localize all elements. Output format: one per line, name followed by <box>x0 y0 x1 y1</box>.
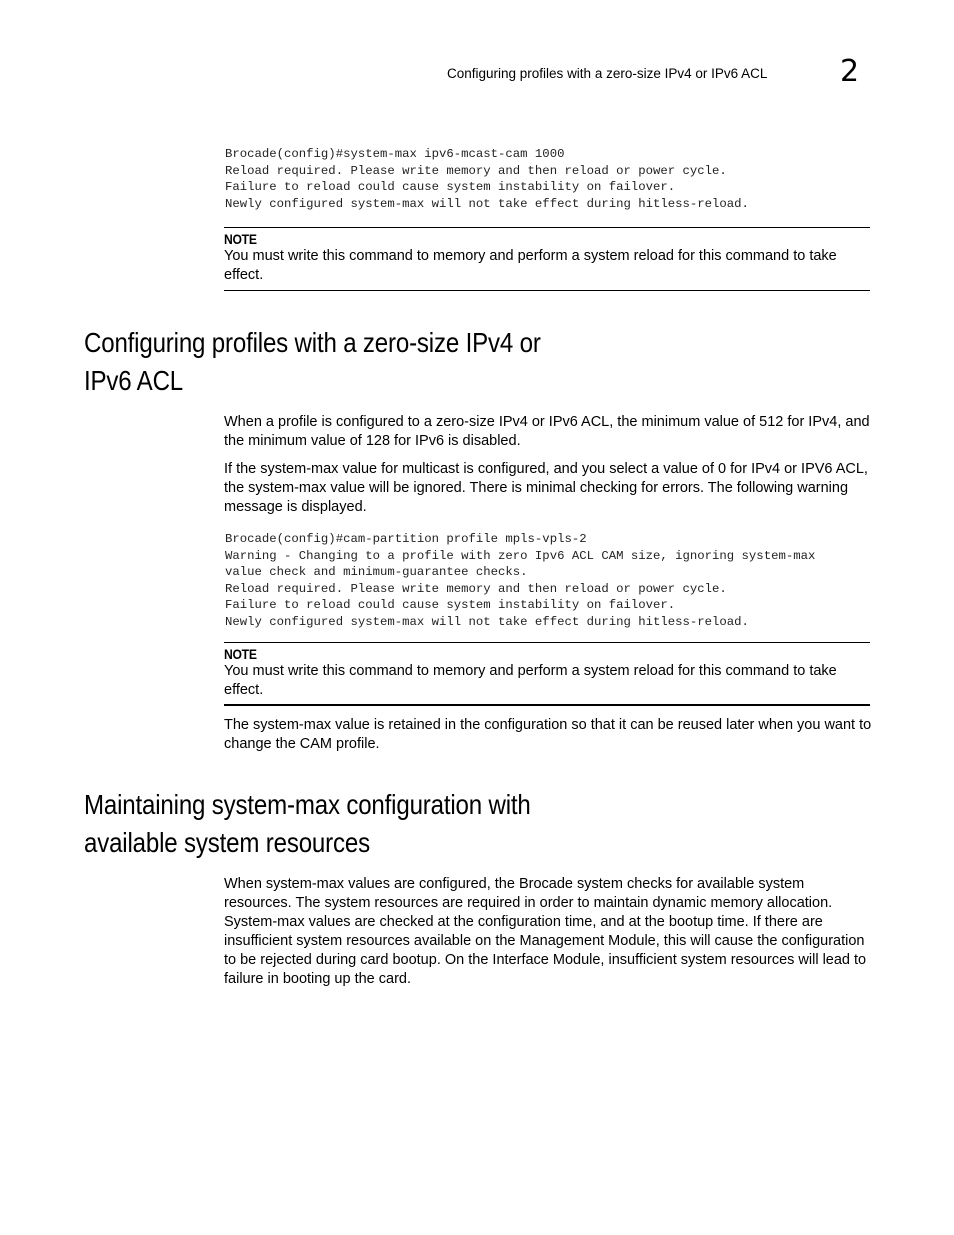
heading-line-2: available system resources <box>84 827 370 858</box>
code-block-system-max: Brocade(config)#system-max ipv6-mcast-cam 1000 Reload required. Please write memory and then reload or power cycle. Failure to reload could cause system instability on failover. Newly configured system-max will not take effect during hitless-reload. <box>225 147 749 211</box>
note-label: NOTE <box>224 232 257 247</box>
heading-line-1: Maintaining system-max configuration with <box>84 789 531 820</box>
heading-line-2: IPv6 ACL <box>84 365 184 396</box>
code-block-cam-partition: Brocade(config)#cam-partition profile mpls-vpls-2 Warning - Changing to a profile with zero Ipv6 ACL CAM size, ignoring system-max value check and minimum-guarantee checks. Reload required. Please write memory and then reload or power cycle. Failure to reload could cause system instability on failover. Newly configured system-max will not take effect during hitless-reload. <box>225 532 816 629</box>
section-heading-maintaining-system-max <box>84 786 617 862</box>
paragraph: If the system-max value for multicast is configured, and you select a value of 0 for IPv4 or IPV6 ACL, the system-max value will be ignored. There is minimal checking for errors. The following warning message is displayed. <box>224 461 868 515</box>
note-text: You must write this command to memory and perform a system reload for this command to take effect. <box>224 248 837 283</box>
section-heading-zero-size-acl <box>84 324 617 400</box>
note-box <box>224 227 870 291</box>
chapter-number: 2 <box>840 54 860 89</box>
paragraph: The system-max value is retained in the configuration so that it can be reused later when you want to change the CAM profile. <box>224 717 872 752</box>
running-header: Configuring profiles with a zero-size IPv4 or IPv6 ACL <box>447 66 768 81</box>
note-label: NOTE <box>224 647 257 662</box>
note-box <box>224 642 870 706</box>
heading-line-1: Configuring profiles with a zero-size IPv4 or <box>84 327 541 358</box>
paragraph: When a profile is configured to a zero-size IPv4 or IPv6 ACL, the minimum value of 512 for IPv4, and the minimum value of 128 for IPv6 is disabled. <box>224 414 870 449</box>
paragraph: When system-max values are configured, the Brocade system checks for available system resources. The system resources are required in order to maintain dynamic memory allocation. System-max values are checked at the configuration time, and at the bootup time. If there are insufficient system resources available on the Management Module, this will cause the configuration to be rejected during card bootup. On the Interface Module, insufficient system resources will lead to failure in booting up the card. <box>224 876 867 987</box>
note-text: You must write this command to memory and perform a system reload for this command to take effect. <box>224 663 837 698</box>
